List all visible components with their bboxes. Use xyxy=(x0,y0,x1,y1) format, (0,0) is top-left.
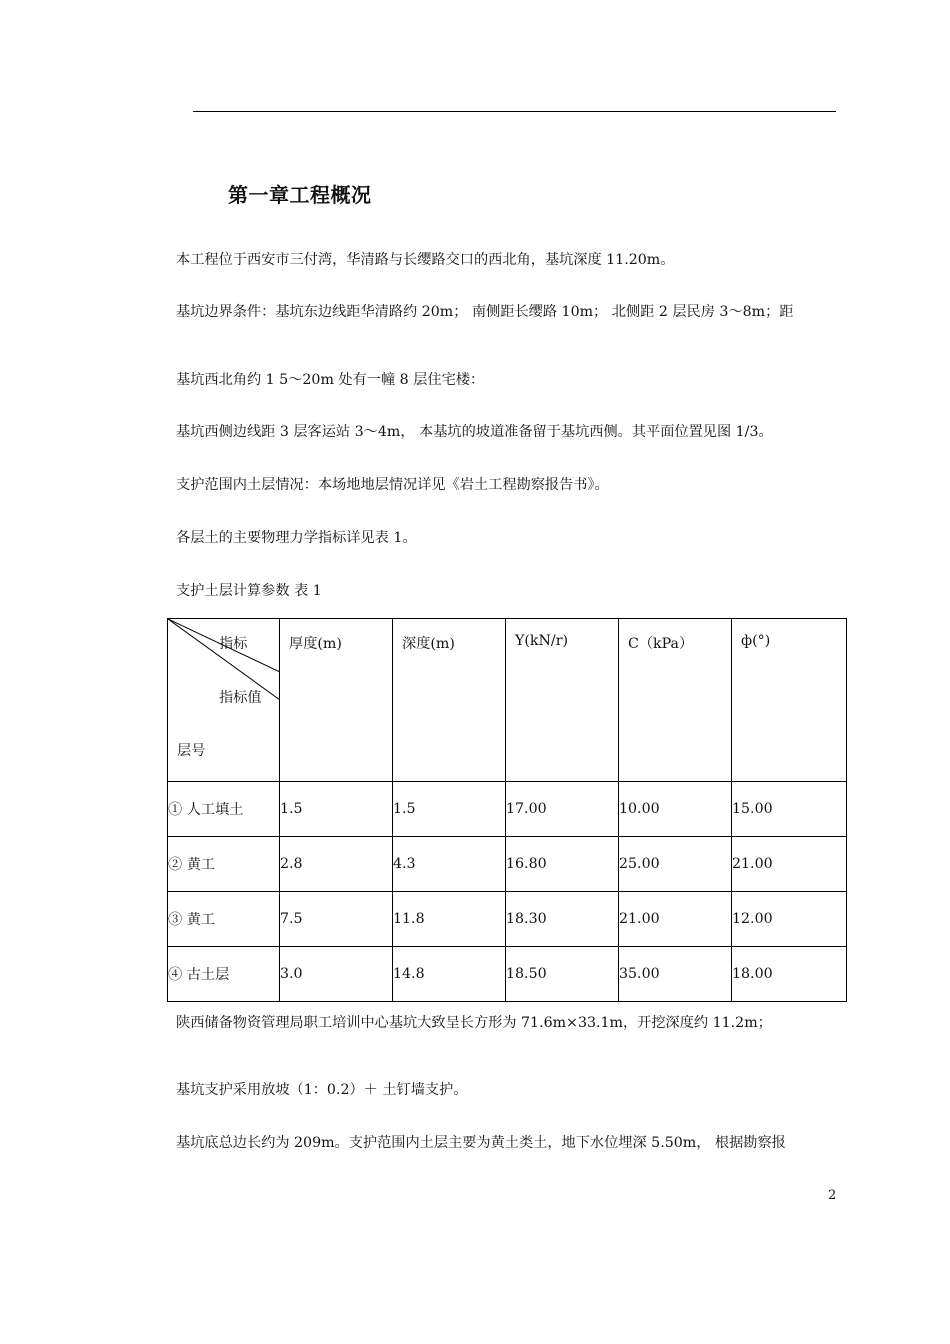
column-header: 厚度(m) xyxy=(280,619,393,782)
table-cell: 18.50 xyxy=(506,947,619,1002)
table-cell: 35.00 xyxy=(619,947,732,1002)
table-cell: 15.00 xyxy=(732,782,847,837)
paragraph-perimeter: 基坑底总边长约为 209m。支护范围内土层主要为黄土类土，地下水位埋深 5.50m， 根据勘察报 xyxy=(176,1135,786,1151)
table-cell: 3.0 xyxy=(280,947,393,1002)
table-cell: 1.5 xyxy=(393,782,506,837)
column-header: C（kPa） xyxy=(619,619,732,782)
soil-parameters-table xyxy=(167,618,847,1002)
table-cell: ④ 古土层 xyxy=(168,947,280,1002)
paragraph-location: 本工程位于西安市三付湾，华清路与长缨路交口的西北角，基坑深度 11.20m。 xyxy=(176,252,675,268)
column-header: ф(°) xyxy=(732,619,847,782)
table-cell: ① 人工填土 xyxy=(168,782,280,837)
table-row xyxy=(168,947,847,1002)
paragraph-soil-indices: 各层土的主要物理力学指标详见表 1。 xyxy=(176,530,417,546)
table-cell: 25.00 xyxy=(619,837,732,892)
paragraph-west-boundary: 基坑西侧边线距 3 层客运站 3～4m， 本基坑的坡道准备留于基坑西侧。其平面位置见图 1/3。 xyxy=(176,424,773,440)
table-cell: 2.8 xyxy=(280,837,393,892)
header-rule xyxy=(193,111,836,112)
paragraph-boundary-conditions: 基坑边界条件：基坑东边线距华清路约 20m； 南侧距长缨路 10m； 北侧距 2 层民房 3～8m；距 xyxy=(176,304,794,320)
paragraph-soil-conditions: 支护范围内土层情况：本场地地层情况详见《岩土工程勘察报告书》。 xyxy=(176,477,609,493)
column-header: Y(kN/r) xyxy=(506,619,619,782)
table-cell: 1.5 xyxy=(280,782,393,837)
paragraph-support-method: 基坑支护采用放坡（1：0.2）＋ 土钉墙支护。 xyxy=(176,1082,468,1098)
table-corner-cell xyxy=(168,619,280,782)
table-cell: ② 黄工 xyxy=(168,837,280,892)
table-cell: 18.30 xyxy=(506,892,619,947)
table-cell: 18.00 xyxy=(732,947,847,1002)
table-row xyxy=(168,837,847,892)
table-cell: 14.8 xyxy=(393,947,506,1002)
corner-label-value: 指标值 xyxy=(219,690,262,706)
table-cell: 7.5 xyxy=(280,892,393,947)
table-cell: 10.00 xyxy=(619,782,732,837)
table-row xyxy=(168,892,847,947)
table-cell: ③ 黄工 xyxy=(168,892,280,947)
table-cell: 16.80 xyxy=(506,837,619,892)
table-row xyxy=(168,782,847,837)
table-cell: 21.00 xyxy=(619,892,732,947)
table-cell: 21.00 xyxy=(732,837,847,892)
column-header: 深度(m) xyxy=(393,619,506,782)
corner-label-index: 指标 xyxy=(219,636,248,652)
table-cell: 17.00 xyxy=(506,782,619,837)
chapter-title: 第一章工程概况 xyxy=(228,183,372,207)
table-caption: 支护土层计算参数 表 1 xyxy=(176,583,322,599)
table-cell: 11.8 xyxy=(393,892,506,947)
table-header-row xyxy=(168,619,847,782)
page-number: 2 xyxy=(828,1188,837,1203)
paragraph-pit-shape: 陕西储备物资管理局职工培训中心基坑大致呈长方形为 71.6m×33.1m，开挖深度约 11.2m； xyxy=(176,1015,772,1031)
table-cell: 4.3 xyxy=(393,837,506,892)
corner-label-layer: 层号 xyxy=(177,743,206,759)
paragraph-residential-building: 基坑西北角约 1 5～20m 处有一幢 8 层住宅楼： xyxy=(176,372,485,388)
table-cell: 12.00 xyxy=(732,892,847,947)
